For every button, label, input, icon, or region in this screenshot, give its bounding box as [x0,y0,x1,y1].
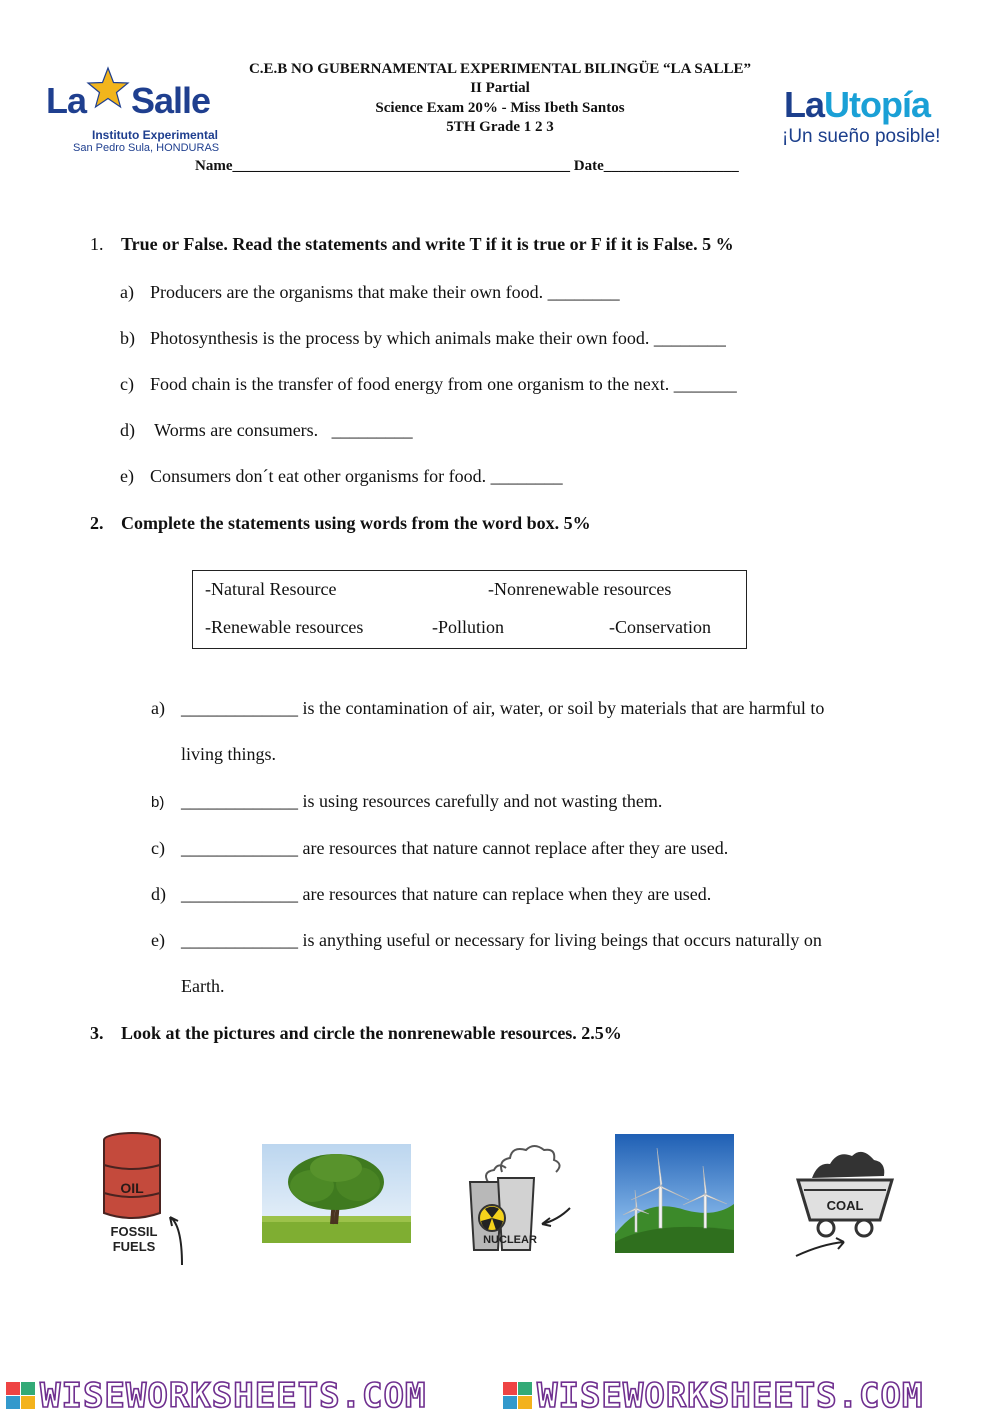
q1-item-e[interactable]: e) Consumers don´t eat other organisms for food. ________ [120,466,563,486]
fossil-label: FOSSIL [110,1224,158,1239]
lasalle-subtitle: Instituto Experimental [92,128,219,142]
wiseworksheets-logo-icon-2 [503,1382,533,1410]
q1-item-a[interactable]: a) Producers are the organisms that make their own food. ________ [120,282,620,302]
q2-item-c[interactable]: c) _____________ are resources that nature cannot replace after they are used. [151,838,729,858]
word-nonrenewable: -Nonrenewable resources [488,579,672,599]
lasalle-brand: La Salle [46,80,211,121]
lautopia-brand: LaUtopía [784,84,931,125]
coal-label: COAL [826,1198,864,1213]
q3-title: 3. Look at the pictures and circle the nonrenewable resources. 2.5% [90,1023,622,1043]
q1-item-b[interactable]: b) Photosynthesis is the process by which animals make their own food. ________ [120,328,726,348]
oil-label: OIL [120,1180,144,1196]
q2-item-b[interactable]: b) _____________ is using resources carefully and not wasting them. [151,791,663,811]
oil-barrel-picture[interactable] [90,1125,200,1270]
word-box [192,570,747,649]
wind-turbines-picture[interactable] [615,1134,734,1253]
name-blank[interactable]: _____________________________________________ [232,158,570,174]
lautopia-logo [780,84,970,154]
q1-title: 1. True or False. Read the statements and write T if it is true or F if it is False. 5 % [90,234,734,254]
wiseworksheets-watermark [0,1374,1000,1413]
lautopia-slogan: ¡Un sueño posible! [782,126,941,147]
exam-title: Science Exam 20% - Miss Ibeth Santos [375,100,625,116]
q2-title: 2. Complete the statements using words from the word box. 5% [90,513,591,533]
tree-picture[interactable] [262,1144,411,1243]
lasalle-location: San Pedro Sula, HONDURAS [73,142,220,154]
nuclear-plant-picture[interactable] [458,1142,576,1258]
q2-item-a-cont: living things. [181,744,277,764]
q1-item-c[interactable]: c) Food chain is the transfer of food energy from one organism to the next. _______ [120,374,737,394]
word-renewable: -Renewable resources [205,617,364,637]
grade-label: 5TH Grade 1 2 3 [446,119,554,135]
fuels-label: FUELS [112,1239,156,1254]
watermark-text-1: WISEWORKSHEETS.COM [40,1376,427,1413]
lasalle-logo [40,62,220,162]
name-label: Name [195,158,233,174]
nuclear-label: NUCLEAR [483,1234,537,1246]
coal-cart-picture[interactable] [782,1138,910,1260]
school-name: C.E.B NO GUBERNAMENTAL EXPERIMENTAL BILINGÜE “LA SALLE” [248,61,752,77]
watermark-text-2: WISEWORKSHEETS.COM [537,1376,924,1413]
q2-item-e-cont: Earth. [181,976,225,996]
partial-label: II Partial [470,80,530,96]
q1-item-d[interactable]: d) Worms are consumers. _________ [120,420,413,440]
word-pollution: -Pollution [432,617,505,637]
word-conservation: -Conservation [609,617,711,637]
name-date-line [195,158,739,175]
q2-item-d[interactable]: d) _____________ are resources that nature can replace when they are used. [151,884,712,904]
word-natural-resource: -Natural Resource [205,579,337,599]
date-blank[interactable]: __________________ [603,158,739,174]
date-label: Date [573,158,604,174]
wiseworksheets-logo-icon [6,1382,36,1410]
q2-item-e[interactable]: e) _____________ is anything useful or necessary for living beings that occurs naturally on [151,930,822,950]
q2-item-a[interactable]: a) _____________ is the contamination of air, water, or soil by materials that are harmful to [151,698,825,718]
